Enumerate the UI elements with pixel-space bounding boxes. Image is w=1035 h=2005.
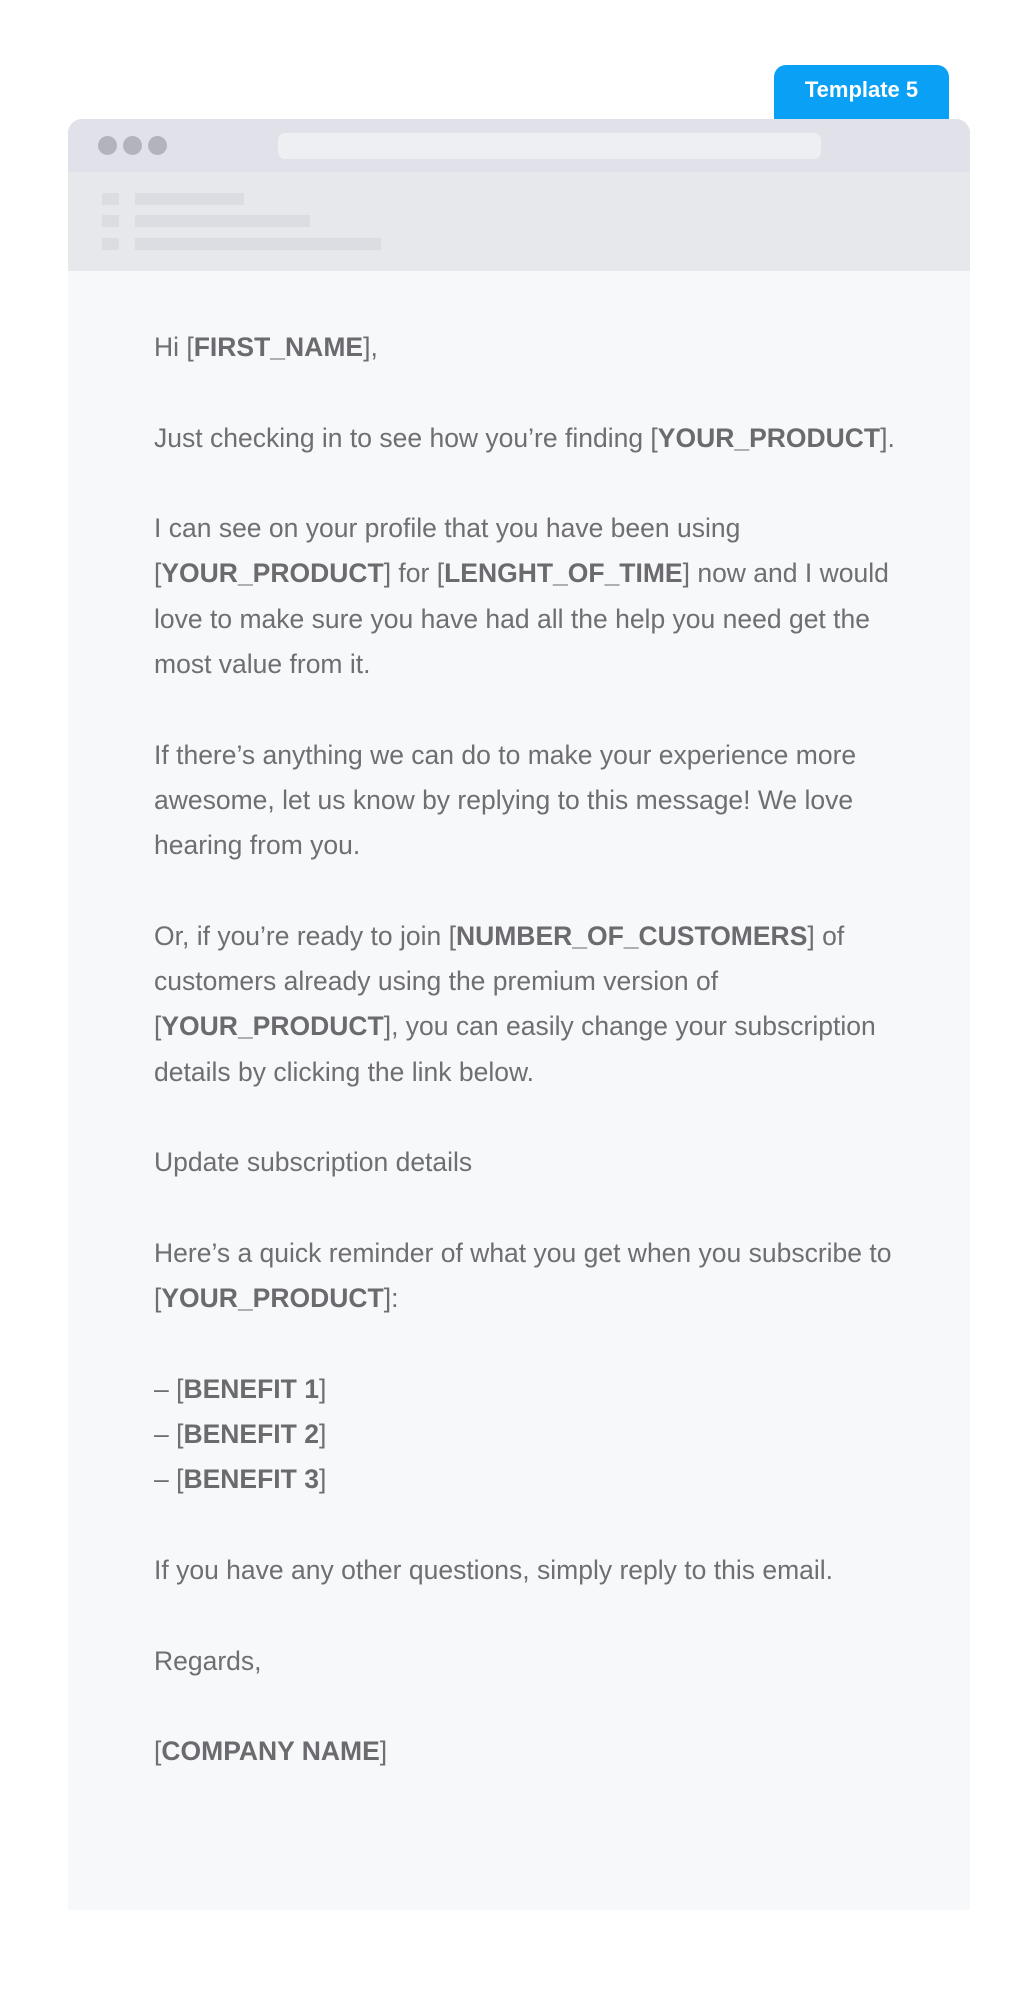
placeholder-first-name: FIRST_NAME: [193, 332, 364, 362]
placeholder-square: [102, 215, 119, 227]
email-paragraph-questions: If you have any other questions, simply reply to this email.: [154, 1555, 834, 1586]
email-header-placeholder: [68, 172, 970, 271]
email-paragraph-feedback: If there’s anything we can do to make your experience more awesome, let us know by replying to this message! We love hearing from you.: [154, 739, 857, 861]
update-subscription-link[interactable]: Update subscription details: [154, 1147, 473, 1178]
placeholder-length-of-time: LENGHT_OF_TIME: [444, 558, 683, 589]
template-badge[interactable]: Template 5: [774, 65, 949, 121]
placeholder-line: [135, 215, 310, 227]
benefits-list: [154, 1367, 934, 1503]
placeholder-your-product: YOUR_PRODUCT: [657, 422, 881, 453]
placeholder-line: [135, 238, 381, 250]
list-item: – [BENEFIT 2]: [154, 1419, 327, 1450]
email-paragraph-profile: I can see on your profile that you have been using [YOUR_PRODUCT] for [LENGHT_OF_TIME] now and I would love to make sure you have had all the help you need get the most value from it.: [154, 513, 889, 680]
placeholder-company-name: COMPANY NAME: [161, 1736, 380, 1767]
benefit-name: BENEFIT 3: [183, 1464, 319, 1495]
list-item: – [BENEFIT 1]: [154, 1373, 327, 1404]
list-item: – [BENEFIT 3]: [154, 1464, 327, 1495]
placeholder-square: [102, 193, 119, 205]
email-paragraph-checkin: Just checking in to see how you’re finding [YOUR_PRODUCT].: [154, 422, 895, 453]
email-signature: [COMPANY NAME]: [154, 1736, 388, 1767]
email-greeting: Hi [FIRST_NAME],: [154, 332, 378, 362]
window-titlebar: [68, 119, 970, 172]
window-dot-icon[interactable]: [98, 136, 117, 155]
placeholder-your-product: YOUR_PRODUCT: [161, 1283, 384, 1314]
placeholder-line: [135, 193, 244, 205]
email-paragraph-reminder: Here’s a quick reminder of what you get when you subscribe to [YOUR_PRODUCT]:: [154, 1237, 892, 1314]
window-dot-icon[interactable]: [148, 136, 167, 155]
email-body: [154, 325, 934, 1820]
placeholder-number-of-customers: NUMBER_OF_CUSTOMERS: [455, 920, 808, 951]
benefit-name: BENEFIT 1: [183, 1373, 319, 1404]
placeholder-your-product: YOUR_PRODUCT: [161, 1011, 384, 1042]
placeholder-your-product: YOUR_PRODUCT: [161, 558, 384, 589]
placeholder-square: [102, 238, 119, 250]
benefit-name: BENEFIT 2: [183, 1419, 319, 1450]
email-paragraph-upgrade: Or, if you’re ready to join [NUMBER_OF_CUSTOMERS] of customers already using the premium version of [YOUR_PRODUCT], you can easily change your subscription details by clicking the link below.: [154, 920, 876, 1087]
window-dot-icon[interactable]: [123, 136, 142, 155]
email-signoff: Regards,: [154, 1645, 262, 1676]
address-bar[interactable]: [278, 133, 821, 159]
